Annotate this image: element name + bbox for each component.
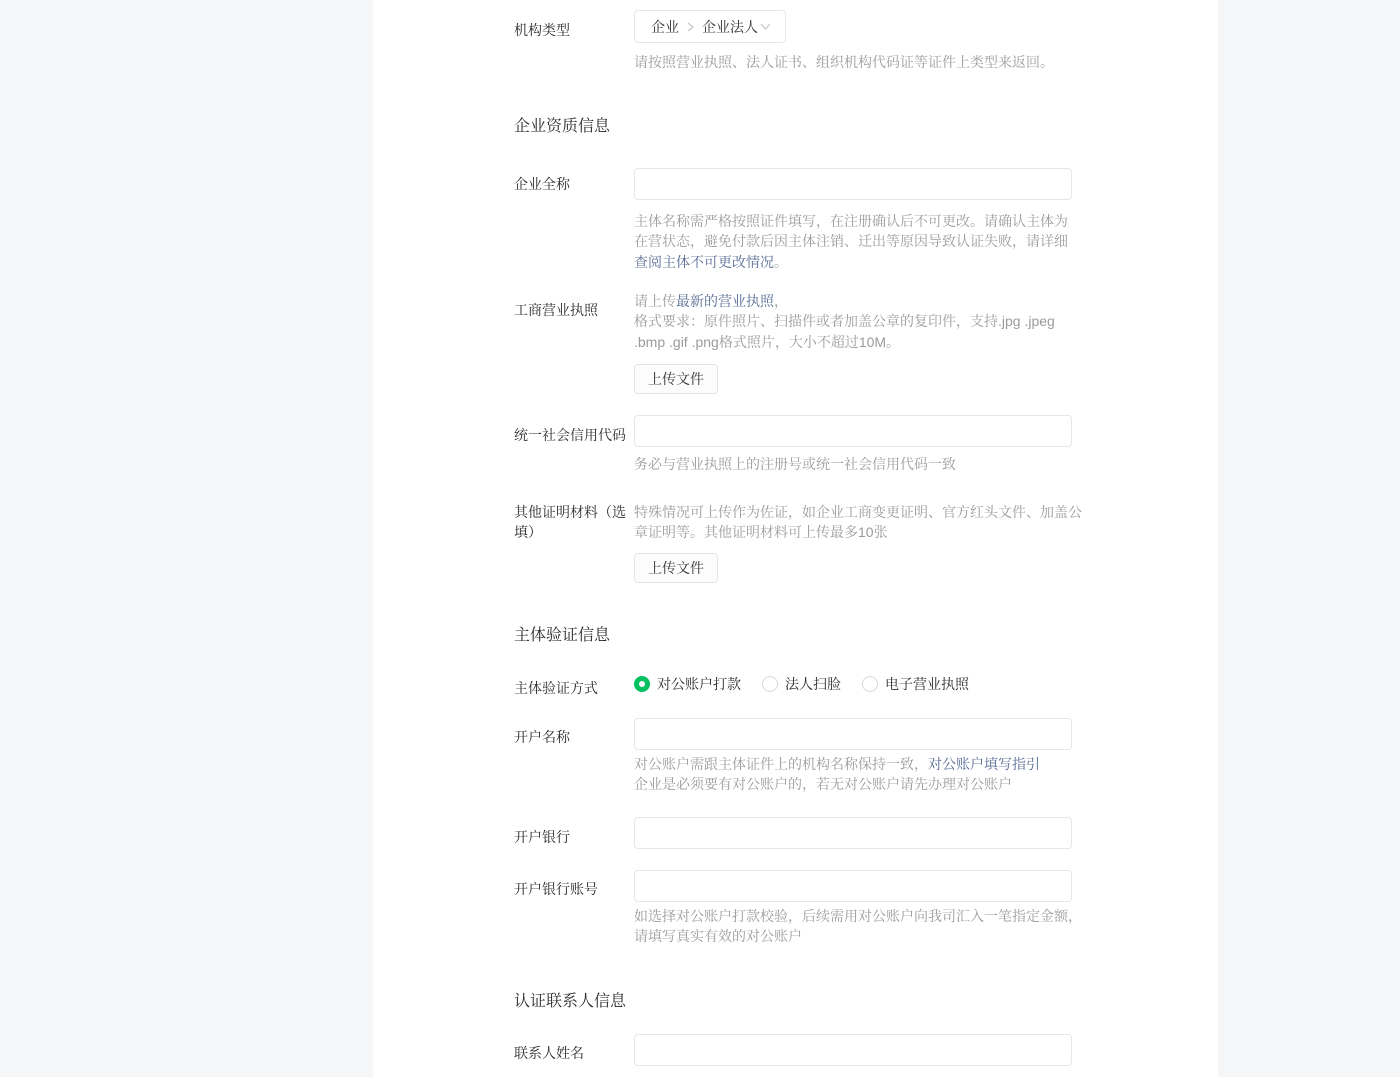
verify-method-radio-group (634, 676, 990, 692)
section-title-qualification: 企业资质信息 (514, 118, 611, 135)
radio-option-label: 对公账户打款 (657, 676, 741, 692)
radio-unselected-icon (762, 676, 778, 692)
credit-code-label: 统一社会信用代码 (514, 427, 626, 443)
bank-name-input[interactable] (634, 817, 1072, 849)
business-license-format-text: 格式要求：原件照片、扫描件或者加盖公章的复印件，支持.jpg .jpeg .bmp .gif .png格式照片，大小不超过10M。 (634, 313, 1055, 350)
other-materials-label: 其他证明材料（选填） (514, 504, 626, 540)
radio-unselected-icon (862, 676, 878, 692)
account-name-help (634, 754, 1082, 795)
radio-selected-icon (634, 676, 650, 692)
bank-account-input[interactable] (634, 870, 1072, 902)
org-type-help: 请按照营业执照、法人证书、组织机构代码证等证件上类型来返回。 (634, 54, 1054, 70)
radio-option-label: 法人扫脸 (785, 676, 841, 692)
bank-name-label: 开户银行 (514, 829, 570, 845)
other-materials-upload-button[interactable]: 上传文件 (634, 553, 718, 583)
company-name-help-link[interactable]: 查阅主体不可更改情况 (634, 253, 774, 270)
account-guide-link[interactable]: 对公账户填写指引 (928, 756, 1040, 772)
credit-code-help: 务必与营业执照上的注册号或统一社会信用代码一致 (634, 456, 956, 472)
org-type-level2: 企业法人 (702, 18, 758, 35)
contact-name-label: 联系人姓名 (514, 1045, 584, 1061)
radio-option-e-license[interactable] (862, 676, 969, 692)
account-name-label: 开户名称 (514, 729, 570, 745)
company-name-help-tail: 。 (774, 253, 788, 270)
credit-code-input[interactable] (634, 415, 1072, 447)
other-materials-help: 特殊情况可上传作为佐证，如企业工商变更证明、官方红头文件、加盖公章证明等。其他证明材料可上传最多10张 (634, 504, 1082, 541)
company-name-help (634, 211, 1076, 272)
business-license-label: 工商营业执照 (514, 302, 598, 318)
company-name-help-text: 主体名称需严格按照证件填写，在注册确认后不可更改。请确认主体为在营状态，避免付款后因主体注销、迁出等原因导致认证失败，请详细 (634, 213, 1068, 250)
section-title-verification: 主体验证信息 (514, 627, 611, 644)
bank-account-help: 如选择对公账户打款校验，后续需用对公账户向我司汇入一笔指定金额，请填写真实有效的对公账户 (634, 908, 1082, 945)
account-name-help-line2: 企业是必须要有对公账户的，若无对公账户请先办理对公账户 (634, 776, 1012, 793)
verify-method-label: 主体验证方式 (514, 680, 598, 696)
business-license-help-text: 请上传 (634, 293, 676, 309)
form-panel (373, 0, 1218, 1077)
chevron-right-icon (686, 21, 695, 33)
account-name-help-text: 对公账户需跟主体证件上的机构名称保持一致， (634, 756, 928, 772)
contact-name-input[interactable] (634, 1034, 1072, 1066)
chevron-down-icon (759, 22, 772, 31)
business-license-help (634, 291, 1082, 352)
section-title-contact: 认证联系人信息 (514, 993, 627, 1010)
business-license-link[interactable]: 最新的营业执照 (676, 293, 774, 309)
org-type-dropdown[interactable] (634, 10, 786, 43)
company-name-label: 企业全称 (514, 176, 570, 192)
account-name-input[interactable] (634, 718, 1072, 750)
company-name-input[interactable] (634, 168, 1072, 200)
business-license-upload-button[interactable]: 上传文件 (634, 364, 718, 394)
radio-option-corporate-transfer[interactable] (634, 676, 741, 692)
org-type-level1: 企业 (651, 18, 679, 35)
radio-option-label: 电子营业执照 (885, 676, 969, 692)
business-license-help-comma: ， (774, 293, 788, 309)
org-type-label: 机构类型 (514, 22, 570, 38)
bank-account-label: 开户银行账号 (514, 881, 598, 897)
radio-option-face-scan[interactable] (762, 676, 841, 692)
